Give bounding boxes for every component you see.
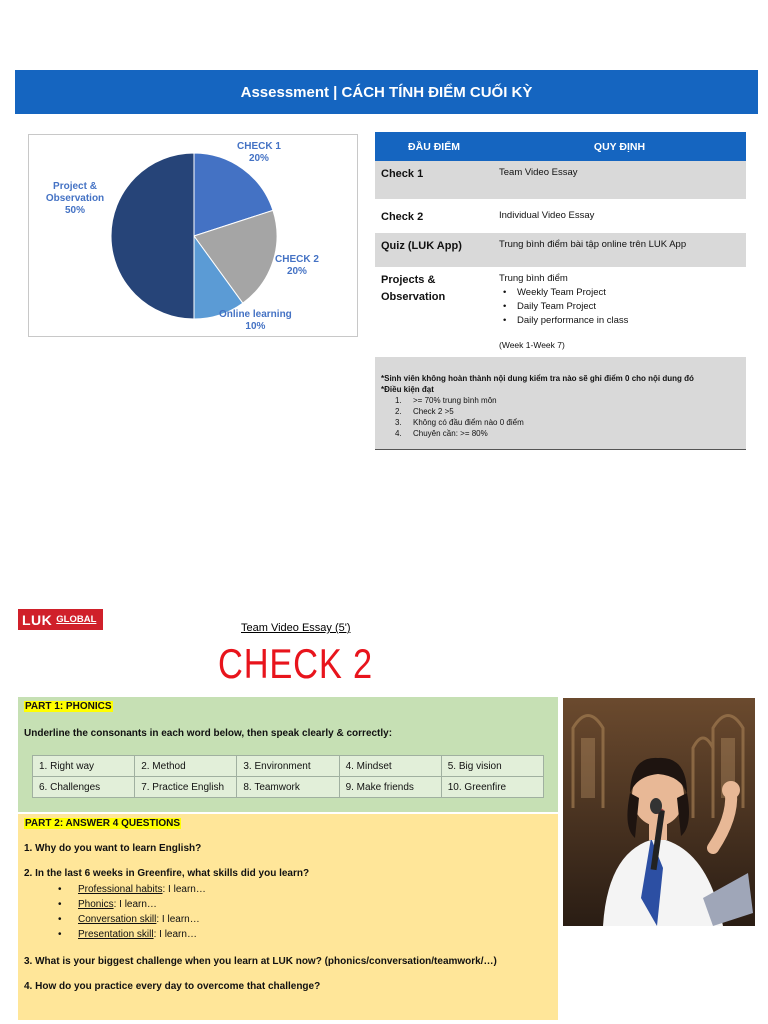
word-cell: 2. Method	[135, 756, 237, 777]
word-cell: 3. Environment	[237, 756, 339, 777]
part1-heading: PART 1: PHONICS	[25, 701, 112, 712]
table-row: Check 1 Team Video Essay	[375, 161, 746, 199]
grade-pie-chart	[28, 134, 358, 337]
table-row: Quiz (LUK App) Trung bình điểm bài tập online trên LUK App	[375, 233, 746, 267]
question-3: 3. What is your biggest challenge when you learn at LUK now? (phonics/conversation/teamwork/…)	[24, 956, 497, 967]
list-item: • Phonics: I learn…	[58, 897, 552, 912]
table-header	[375, 132, 746, 161]
grading-rules-table	[375, 132, 746, 450]
pie-label-check2: CHECK 2 20%	[275, 254, 319, 277]
pie-label-project: Project & Observation 50%	[45, 181, 105, 216]
word-cell: 7. Practice English	[135, 777, 237, 798]
header-quy-dinh: QUY ĐỊNH	[593, 140, 646, 153]
list-item: • Daily performance in class	[499, 314, 740, 328]
word-cell: 1. Right way	[33, 756, 135, 777]
slide-title: CHECK 2	[218, 640, 374, 687]
projects-bullets	[499, 286, 740, 328]
list-item: • Presentation skill: I learn…	[58, 927, 552, 942]
week-range: (Week 1-Week 7)	[499, 340, 565, 350]
list-item: 1. >= 70% trung bình môn	[395, 396, 497, 405]
photo-illustration	[563, 698, 755, 926]
list-item: • Weekly Team Project	[499, 286, 740, 300]
list-item: 4. Chuyên cần: >= 80%	[395, 429, 488, 438]
question-1: 1. Why do you want to learn English?	[24, 843, 202, 854]
word-cell: 9. Make friends	[339, 777, 441, 798]
part2-questions	[18, 814, 558, 1020]
word-cell: 5. Big vision	[441, 756, 543, 777]
table-row	[33, 756, 544, 777]
student-speaking-photo	[563, 698, 755, 926]
list-item: 3. Không có đầu điểm nào 0 điểm	[395, 418, 524, 427]
list-item: • Daily Team Project	[499, 300, 740, 314]
pie-slice-project-observation	[111, 153, 194, 319]
list-item: 2. Check 2 >5	[395, 407, 454, 416]
phonics-word-grid	[32, 755, 544, 798]
part2-heading: PART 2: ANSWER 4 QUESTIONS	[25, 818, 181, 829]
pie-label-online: Online learning 10%	[219, 309, 292, 332]
part1-phonics	[18, 697, 558, 812]
table-row: Projects & Observation Trung bình điểm • Weekly Team Project • Daily Team Project • Daily performance in class (Week 1-Week 7)	[375, 267, 746, 353]
word-cell: 10. Greenfire	[441, 777, 543, 798]
table-row	[33, 777, 544, 798]
grading-notes: *Sinh viên không hoàn thành nội dung kiểm tra nào sẽ ghi điểm 0 cho nội dung đó *Điều kiện đạt 1. >= 70% trung bình môn 2. Check 2 >5 3. Không có đầu điểm nào 0 điểm 4. Chuyên cần: >= 80%	[375, 357, 746, 450]
skills-list	[24, 882, 552, 942]
assessment-banner	[15, 70, 758, 114]
pie-svg	[29, 135, 359, 338]
projects-details: Trung bình điểm • Weekly Team Project • Daily Team Project • Daily performance in class (Week 1-Week 7)	[493, 267, 746, 353]
list-item: • Professional habits: I learn…	[58, 882, 552, 897]
slide-subtitle: Team Video Essay (5')	[241, 622, 351, 634]
question-2: 2. In the last 6 weeks in Greenfire, what skills did you learn?	[24, 868, 310, 879]
word-cell: 6. Challenges	[33, 777, 135, 798]
word-cell: 4. Mindset	[339, 756, 441, 777]
header-dau-diem: ĐẦU ĐIỂM	[408, 140, 460, 153]
table-row: Check 2 Individual Video Essay	[381, 210, 595, 223]
pie-label-check1: CHECK 1 20%	[237, 141, 281, 164]
question-4: 4. How do you practice every day to overcome that challenge?	[24, 981, 321, 992]
part1-instruction: Underline the consonants in each word below, then speak clearly & correctly:	[24, 728, 393, 739]
pass-conditions	[381, 395, 740, 439]
word-cell: 8. Teamwork	[237, 777, 339, 798]
luk-global-logo: LUK GLOBAL	[18, 609, 103, 630]
banner-title: Assessment | CÁCH TÍNH ĐIỂM CUỐI KỲ	[240, 83, 533, 101]
list-item: • Conversation skill: I learn…	[58, 912, 552, 927]
